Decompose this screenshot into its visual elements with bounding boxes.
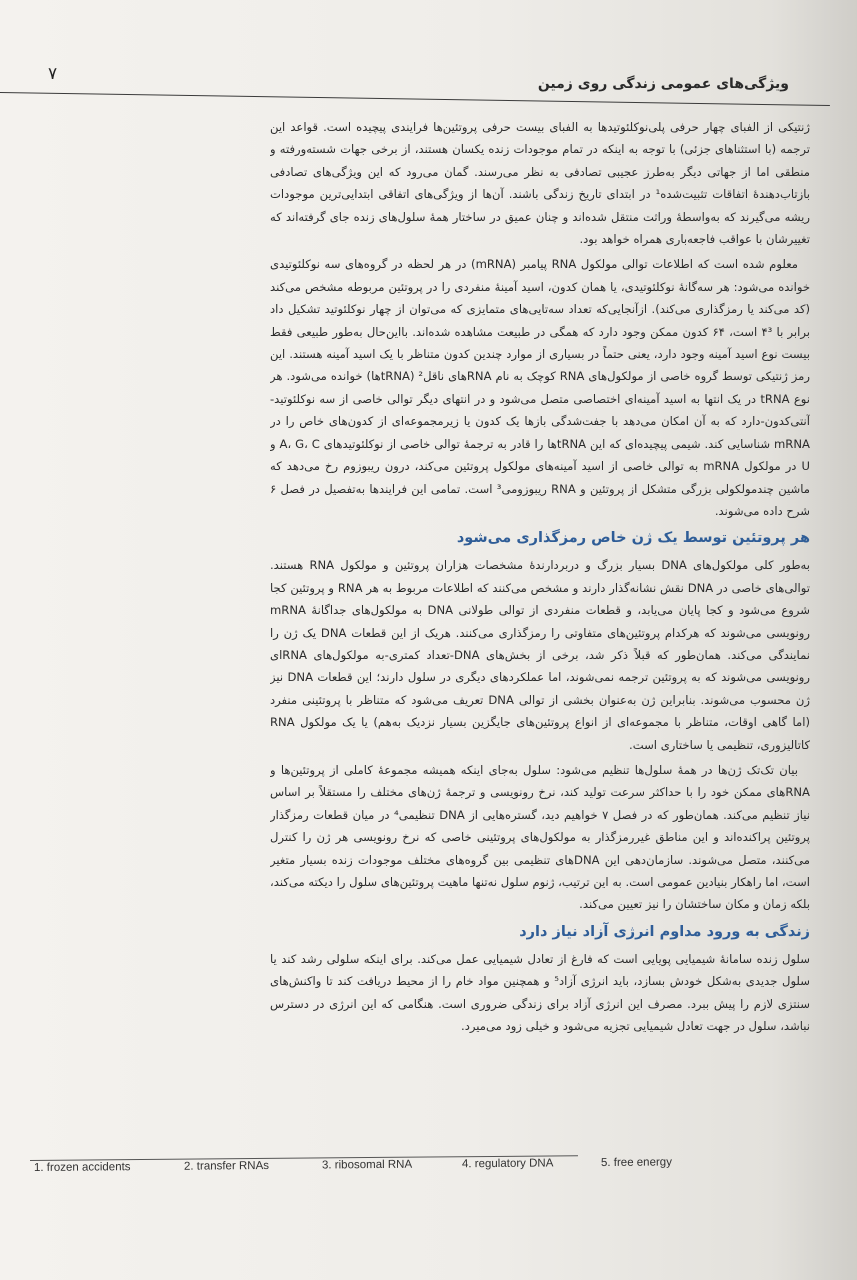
paragraph: ژنتیکی از الفبای چهار حرفی پلی‌نوکلئوتیدها به الفبای بیست حرفی پروتئین‌ها فرایندی پیچیده است. قواعد این ترجمه (با استثناهای جزئی) با توجه به اینکه در تمام موجودات زنده یکسان هستند، از برخی جهات شسته‌ورفته و منطقی اما از جهاتی دیگر به‌طرز عجیبی تصادفی به نظر می‌رسند. گمان می‌رود که این ویژگی‌های تصادفی بازتاب‌دهندهٔ اتفاقات تثبیت‌شده¹ در ابتدای تاریخ زندگی باشند. آن‌ها از ویژگی‌های اتفاقی ابتدایی‌ترین موجودات ریشه می‌گیرند که به‌واسطهٔ وراثت منتقل شده‌اند و چنان عمیق در ساختار همهٔ سلول‌های زنده جای گرفته‌اند که تغییرشان با عواقب فاجعه‌باری همراه خواهد بود. [270, 120, 810, 247]
section-heading: زندگی به ورود مداوم انرژی آزاد نیاز دارد [519, 923, 810, 940]
running-title: ویژگی‌های عمومی زندگی روی زمین [537, 76, 789, 92]
paragraph: بیان تک‌تک ژن‌ها در همهٔ سلول‌ها تنظیم می‌شود: سلول به‌جای اینکه همیشه مجموعهٔ کاملی از پروتئین‌ها و RNAهای ممکن خود را با حداکثر سرعت تولید کند، نرخ رونویسی و ترجمهٔ ژن‌های مختلف را مستقلاً بر اساس نیاز تنظیم می‌کند. همان‌طور که در فصل ۷ خواهیم دید، گستره‌هایی از DNA تنظیمی⁴ در میان قطعات رمزگذار پروتئین پراکنده‌اند و این مناطق غیررمزگذار به مولکول‌های پروتئینی خاصی که نرخ رونویسی هر ژن را کنترل می‌کنند، متصل می‌شوند. سازمان‌دهی این DNAهای تنظیمی بین گروه‌های مختلف موجودات زنده بسیار متغیر است، اما راهکار بنیادین عمومی است. به این ترتیب، ژنوم سلول نه‌تنها ماهیت پروتئین‌های سلول را دیکته می‌کند، بلکه زمان و مکان ساختشان را نیز تعیین می‌کند. [270, 762, 810, 912]
paragraph: معلوم شده است که اطلاعات توالی مولکول RNA پیامبر (mRNA) در هر لحظه در گروه‌های سه نوکلئوتیدی خوانده می‌شود: هر سه‌گانهٔ نوکلئوتیدی، یا همان کدون، اسید آمینهٔ منفردی را در پروتئین مربوطه مشخص می‌کند (کد می‌کند یا رمزگذاری می‌کند). ازآنجایی‌که تعداد سه‌تایی‌های متمایزی که می‌توان از چهار نوکلئوتید تشکیل داد برابر با ۴³ است، ۶۴ کدون ممکن وجود دارد که همگی در طبیعت مشاهده شده‌اند. بااین‌حال به‌طور طبیعی فقط بیست نوع اسید آمینه وجود دارد، یعنی حتماً در بسیاری از موارد چندین کدون متناظر با یک اسید آمینه هستند. این رمز ژنتیکی توسط گروه خاصی از مولکول‌های RNA کوچک به نام RNAهای ناقل² (tRNAها) خوانده می‌شود. هر نوع tRNA در یک انتها به اسید آمینه‌ای اختصاصی متصل می‌شود و در انتهای دیگر توالی خاصی از سه نوکلئوتید-آنتی‌کدون-دارد که به آن امکان می‌دهد با جفت‌شدگی بازها یک کدون یا زیرمجموعه‌ای از کدون‌های خاص را در mRNA شناسایی کند. شیمی پیچیده‌ای که این tRNAها را قادر به ترجمهٔ توالی خاصی از نوکلئوتیدهای A، G، C و U در مولکول mRNA به توالی خاصی از اسید آمینه‌های مولکول پروتئین می‌کند، درون ریبوزوم رخ می‌دهد که ماشین چندمولکولی بزرگی متشکل از پروتئین و RNA ریبوزومی³ است. تمامی این فرایندها به‌تفصیل در فصل ۶ شرح داده می‌شوند. [270, 257, 810, 518]
paragraph: به‌طور کلی مولکول‌های DNA بسیار بزرگ و دربردارندهٔ مشخصات هزاران پروتئین و مولکول RNA هستند. توالی‌های خاصی در DNA نقش نشانه‌گذار دارند و مشخص می‌کنند که اطلاعات مربوط به هر RNA و پروتئین کجا شروع می‌شود و کجا پایان می‌یابد، و قطعات منفردی از توالی طولانی DNA به مولکول‌های جداگانهٔ mRNA رونویسی می‌شوند که هرکدام پروتئین‌های متفاوتی را رمزگذاری می‌کنند. هریک از این قطعات DNA یک ژن را نمایندگی می‌کند. همان‌طور که قبلاً ذکر شد، برخی از بخش‌های DNA-تعداد کمتری-به مولکول‌های RNAای رونویسی می‌شوند که به پروتئین ترجمه نمی‌شوند، اما عملکردهای دیگری در سلول دارند؛ این قطعات DNA نیز ژن محسوب می‌شوند. بنابراین ژن به‌عنوان بخشی از توالی DNA تعریف می‌شود که متناظر با پروتئینی منفرد (اما گاهی اوقات، متناظر با مجموعه‌ای از انواع پروتئین‌های جایگزین بسیار نزدیک به‌هم) یا یک مولکول RNA کاتالیزوری، تنظیمی یا ساختاری است. [270, 558, 810, 752]
header-rule [0, 92, 830, 106]
page-number: ۷ [48, 64, 58, 84]
footnote: 3. ribosomal RNA [321, 1158, 413, 1172]
paragraph: سلول زنده سامانهٔ شیمیایی پویایی است که فارغ از تعادل شیمیایی عمل می‌کند. برای اینکه سلولی رشد کند یا سلول جدیدی به‌شکل خودش بسازد، باید انرژی آزاد⁵ و همچنین مواد خام را از محیط دریافت کند تا واکنش‌های سنتزی لازم را پیش ببرد. مصرف این انرژی آزاد برای زندگی ضروری است. هنگامی که این انرژی در دسترس نباشد، سلول در جهت تعادل شیمیایی تجزیه می‌شود و خیلی زود می‌میرد. [270, 951, 810, 1034]
footnotes [34, 1148, 734, 1184]
section-heading: هر پروتئین توسط یک ژن خاص رمزگذاری می‌شود [456, 530, 810, 547]
main-text [270, 116, 810, 1126]
footnote: 5. free energy [600, 1156, 672, 1170]
footnote: 4. regulatory DNA [461, 1157, 554, 1171]
footnote: 1. frozen accidents [33, 1161, 131, 1174]
footnote: 2. transfer RNAs [183, 1159, 270, 1173]
